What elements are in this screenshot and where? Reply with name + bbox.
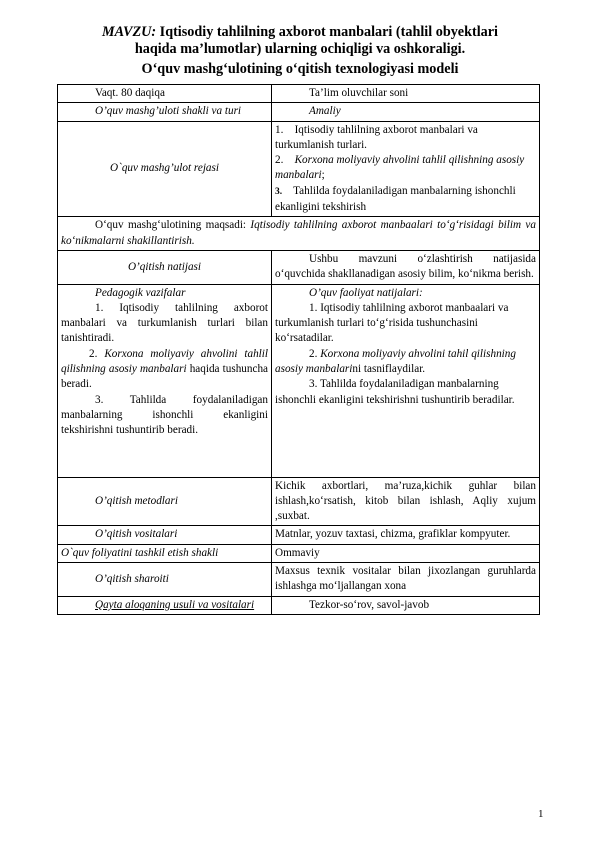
tools-label: O’qitish vositalari	[58, 526, 272, 544]
row-plan	[58, 121, 540, 217]
task-num: 2.	[89, 347, 98, 360]
row-org	[58, 544, 540, 562]
learning-outcomes	[272, 284, 540, 477]
page-number: 1	[538, 808, 544, 820]
task-item: 1. Iqtisodiy tahlilning axborot manbalari va turkumlanish turlari bilan tanishtiradi.	[61, 301, 268, 345]
outcome-item: 3. Tahlilda foydalaniladigan manbalarning ishonchli ekanligini tekshirishni tushuntirib beradilar.	[275, 378, 515, 406]
form-value: Amaliy	[272, 103, 540, 121]
row-form	[58, 103, 540, 121]
plan-label: O`quv mashg’ulot rejasi	[58, 121, 272, 217]
title-text-1: Iqtisodiy tahlilning axborot manbalari (tahlil obyektlari	[159, 24, 498, 40]
tools-value: Matnlar, yozuv taxtasi, chizma, grafiklar kompyuter.	[272, 526, 540, 544]
goal-text: Iqtisodiy tahlilning axborot manbaalari to‘g‘risidagi bilim va ko‘nikmalarni shakillantirish.	[61, 219, 536, 247]
row-time	[58, 85, 540, 103]
feedback-value: Tezkor-so‘rov, savol-javob	[272, 596, 540, 614]
result-label: O’qitish natijasi	[58, 250, 272, 284]
form-label: O’quv mashg’uloti shakli va turi	[58, 103, 272, 121]
pedagogical-tasks	[58, 284, 272, 477]
row-result	[58, 250, 540, 284]
outcome-italic: Korxona moliyaviy ahvolini tahil qilishning asosiy manbalari	[275, 347, 516, 376]
row-conditions	[58, 563, 540, 597]
title-line-2: haqida ma’lumotlar) ularning ochiqligi va oshkoraligi.	[134, 41, 466, 57]
plan-item	[275, 123, 536, 154]
feedback-label: Qayta aloqaning usuli va vositalari	[58, 596, 272, 614]
plan-item-text: Tahlilda foydalaniladigan manbalarning ishonchli ekanligini tekshirish	[275, 184, 516, 214]
outcomes-heading: O’quv faoliyat natijalari:	[309, 286, 423, 299]
time-label: Vaqt. 80 daqiqa	[58, 85, 272, 103]
plan-item	[275, 153, 536, 184]
task-rest: haqida tushuncha beradi.	[61, 363, 269, 391]
plan-item-num: 2.	[275, 154, 284, 167]
row-tools	[58, 526, 540, 544]
methods-label: O’qitish metodlari	[58, 477, 272, 526]
goal-cell	[58, 217, 540, 251]
task-item: 3. Tahlilda foydalaniladigan manbalarning ishonchli ekanligini tekshirishni tushuntirib beradi.	[61, 393, 268, 437]
plan-item-text: Korxona moliyaviy ahvolini tahlil qilishning asosiy manbalari	[275, 154, 525, 182]
plan-item-num: 3.	[275, 186, 283, 197]
row-tasks	[58, 284, 540, 477]
plan-item-num: 1.	[275, 123, 284, 136]
org-value: Ommaviy	[272, 544, 540, 562]
plan-item	[275, 184, 536, 216]
title-line-1	[60, 24, 540, 41]
title-lead: MAVZU:	[102, 24, 157, 40]
result-value: Ushbu mavzuni o‘zlashtirish natijasida o‘quvchida shakllanadigan asosiy bilim, ko‘nikma berish.	[272, 250, 540, 284]
task-italic: Korxona moliyaviy ahvolini tahlil qilishning asosiy manbalari	[61, 347, 268, 376]
task-item	[61, 347, 268, 393]
outcome-num: 2.	[309, 347, 318, 360]
conditions-value: Maxsus texnik vositalar bilan jixozlangan guruhlarda ishlashga mo‘ljallangan xona	[272, 563, 540, 597]
plan-list	[272, 121, 540, 217]
org-label: O`quv foliyatini tashkil etish shakli	[58, 544, 272, 562]
title-line-3: O‘quv mashg‘ulotining o‘qitish texnologiyasi modeli	[141, 61, 459, 77]
conditions-label: O’qitish sharoiti	[58, 563, 272, 597]
outcome-item: 1. Iqtisodiy tahlilning axborot manbaalari va turkumlanish turlari to‘g‘risida tushunchasini ko‘rsatadilar.	[275, 301, 509, 345]
methods-value: Kichik axbortlari, ma’ruza,kichik guhlar bilan ishlash,ko‘rsatish, kitob bilan ishlash, Aqliy xujum ,suxbat.	[272, 477, 540, 526]
tasks-heading: Pedagogik vazifalar	[95, 286, 186, 299]
plan-item-text: Iqtisodiy tahlilning axborot manbalari va turkumlanish turlari.	[275, 123, 478, 151]
lesson-model-table	[57, 84, 540, 615]
plan-item-suffix: ;	[321, 169, 325, 182]
outcome-rest: ni tasniflaydilar.	[352, 363, 426, 376]
row-methods	[58, 477, 540, 526]
goal-label: O‘quv mashg‘ulotining maqsadi:	[95, 219, 247, 232]
row-goal	[58, 217, 540, 251]
students-count-label: Ta’lim oluvchilar soni	[272, 85, 540, 103]
row-feedback	[58, 596, 540, 614]
outcome-item	[275, 347, 536, 378]
